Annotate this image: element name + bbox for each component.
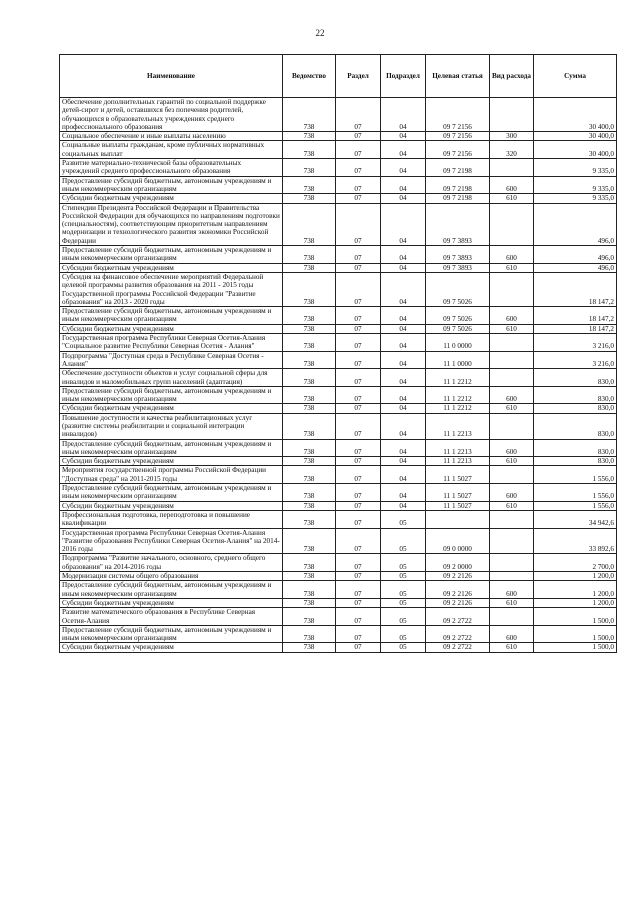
cell-vedomstvo: 738 xyxy=(283,484,336,502)
cell-vid xyxy=(490,334,534,352)
cell-summa: 830,0 xyxy=(534,404,617,413)
cell-razdel: 07 xyxy=(336,203,381,245)
cell-vedomstvo: 738 xyxy=(283,457,336,466)
cell-name: Субсидия на финансовое обеспечение мероприятий Федеральной целевой программы развития образования на 2011 - 2015 годы Государственной программы Российской Федерации "Развитие образования" на 2013 - 2020 годы xyxy=(60,272,283,306)
table-row xyxy=(60,386,617,404)
cell-vid: 600 xyxy=(490,246,534,264)
cell-name: Социальные выплаты гражданам, кроме публичных нормативных социальных выплат xyxy=(60,141,283,159)
cell-vedomstvo: 738 xyxy=(283,554,336,572)
cell-name: Предоставление субсидий бюджетным, автономным учреждениям и иным некоммерческим организациям xyxy=(60,246,283,264)
table-row xyxy=(60,307,617,325)
cell-vedomstvo: 738 xyxy=(283,159,336,177)
cell-name: Развитие материально-технической базы образовательных учреждений среднего профессионального образования xyxy=(60,159,283,177)
cell-vedomstvo: 738 xyxy=(283,528,336,554)
cell-summa: 830,0 xyxy=(534,369,617,387)
cell-razdel: 07 xyxy=(336,457,381,466)
cell-celevaya: 11 0 0000 xyxy=(426,334,490,352)
table-row xyxy=(60,334,617,352)
cell-vedomstvo: 738 xyxy=(283,386,336,404)
cell-celevaya: 11 1 0000 xyxy=(426,351,490,369)
cell-vid xyxy=(490,572,534,581)
cell-podrazdel: 04 xyxy=(381,263,426,272)
cell-vedomstvo: 738 xyxy=(283,98,336,132)
cell-name: Субсидии бюджетным учреждениям xyxy=(60,324,283,333)
cell-summa: 830,0 xyxy=(534,457,617,466)
header-celevaya: Целевая статья xyxy=(426,55,490,98)
cell-razdel: 07 xyxy=(336,484,381,502)
cell-vedomstvo: 738 xyxy=(283,307,336,325)
cell-summa: 18 147,2 xyxy=(534,272,617,306)
cell-name: Предоставление субсидий бюджетным, автономным учреждениям и иным некоммерческим организациям xyxy=(60,307,283,325)
cell-vedomstvo: 738 xyxy=(283,263,336,272)
cell-summa: 1 500,0 xyxy=(534,608,617,626)
cell-razdel: 07 xyxy=(336,439,381,457)
cell-podrazdel: 04 xyxy=(381,203,426,245)
cell-razdel: 07 xyxy=(336,159,381,177)
cell-vid: 600 xyxy=(490,581,534,599)
cell-podrazdel: 04 xyxy=(381,351,426,369)
cell-razdel: 07 xyxy=(336,98,381,132)
cell-name: Предоставление субсидий бюджетным, автономным учреждениям и иным некоммерческим организациям xyxy=(60,386,283,404)
cell-vid: 600 xyxy=(490,386,534,404)
cell-podrazdel: 04 xyxy=(381,246,426,264)
cell-summa: 1 500,0 xyxy=(534,625,617,643)
cell-celevaya: 09 7 5026 xyxy=(426,272,490,306)
cell-celevaya: 11 1 2212 xyxy=(426,369,490,387)
cell-vid xyxy=(490,528,534,554)
cell-vedomstvo: 738 xyxy=(283,439,336,457)
cell-podrazdel: 05 xyxy=(381,581,426,599)
table-row xyxy=(60,132,617,141)
cell-podrazdel: 04 xyxy=(381,413,426,439)
cell-podrazdel: 04 xyxy=(381,334,426,352)
cell-summa: 830,0 xyxy=(534,386,617,404)
cell-name: Развитие математического образования в Республике Северная Осетия-Алания xyxy=(60,608,283,626)
cell-razdel: 07 xyxy=(336,466,381,484)
cell-vedomstvo: 738 xyxy=(283,598,336,607)
cell-summa: 30 400,0 xyxy=(534,132,617,141)
cell-summa: 33 892,6 xyxy=(534,528,617,554)
cell-razdel: 07 xyxy=(336,501,381,510)
table-row xyxy=(60,598,617,607)
cell-summa: 9 335,0 xyxy=(534,194,617,203)
table-row xyxy=(60,466,617,484)
cell-vid: 610 xyxy=(490,324,534,333)
cell-name: Субсидии бюджетным учреждениям xyxy=(60,643,283,652)
cell-vid xyxy=(490,203,534,245)
cell-razdel: 07 xyxy=(336,369,381,387)
cell-podrazdel: 04 xyxy=(381,439,426,457)
table-row xyxy=(60,413,617,439)
page-number: 22 xyxy=(315,28,325,38)
cell-vid: 610 xyxy=(490,598,534,607)
cell-vid: 600 xyxy=(490,439,534,457)
cell-razdel: 07 xyxy=(336,598,381,607)
cell-name: Подпрограмма "Доступная среда в Республике Северная Осетия - Алания" xyxy=(60,351,283,369)
cell-celevaya: 09 7 2198 xyxy=(426,194,490,203)
cell-podrazdel: 04 xyxy=(381,324,426,333)
cell-vid: 320 xyxy=(490,141,534,159)
cell-summa: 3 216,0 xyxy=(534,351,617,369)
cell-podrazdel: 05 xyxy=(381,572,426,581)
cell-name: Государственная программа Республики Северная Осетия-Алания "Развитие образования Республики Северная Осетия-Алания" на 2014-2016 годы xyxy=(60,528,283,554)
cell-vedomstvo: 738 xyxy=(283,334,336,352)
cell-vid: 600 xyxy=(490,176,534,194)
cell-vid: 610 xyxy=(490,643,534,652)
table-row xyxy=(60,263,617,272)
cell-vedomstvo: 738 xyxy=(283,625,336,643)
header-podrazdel: Подраздел xyxy=(381,55,426,98)
cell-celevaya: 09 7 5026 xyxy=(426,307,490,325)
cell-razdel: 07 xyxy=(336,554,381,572)
cell-vedomstvo: 738 xyxy=(283,643,336,652)
cell-name: Мероприятия государственной программы Российской Федерации "Доступная среда" на 2011-2015 годы xyxy=(60,466,283,484)
cell-summa: 1 556,0 xyxy=(534,484,617,502)
cell-name: Субсидии бюджетным учреждениям xyxy=(60,404,283,413)
header-razdel: Раздел xyxy=(336,55,381,98)
cell-name: Субсидии бюджетным учреждениям xyxy=(60,194,283,203)
header-name: Наименование xyxy=(60,55,283,98)
cell-podrazdel: 04 xyxy=(381,141,426,159)
cell-vid xyxy=(490,369,534,387)
table-row xyxy=(60,528,617,554)
cell-name: Предоставление субсидий бюджетным, автономным учреждениям и иным некоммерческим организациям xyxy=(60,176,283,194)
cell-celevaya: 09 2 2126 xyxy=(426,581,490,599)
cell-celevaya: 09 7 2156 xyxy=(426,141,490,159)
cell-podrazdel: 04 xyxy=(381,404,426,413)
cell-name: Государственная программа Республики Северная Осетия-Алания "Социальное развитие Республики Северная Осетия - Алания" xyxy=(60,334,283,352)
cell-celevaya: 09 7 2156 xyxy=(426,98,490,132)
cell-vid: 610 xyxy=(490,457,534,466)
cell-name: Предоставление субсидий бюджетным, автономным учреждениям и иным некоммерческим организациям xyxy=(60,484,283,502)
cell-razdel: 07 xyxy=(336,625,381,643)
cell-summa: 1 200,0 xyxy=(534,572,617,581)
cell-celevaya: 09 7 2198 xyxy=(426,176,490,194)
header-summa: Сумма xyxy=(534,55,617,98)
table-row xyxy=(60,194,617,203)
cell-podrazdel: 04 xyxy=(381,466,426,484)
cell-podrazdel: 04 xyxy=(381,194,426,203)
table-row xyxy=(60,246,617,264)
table-row xyxy=(60,608,617,626)
cell-name: Предоставление субсидий бюджетным, автономным учреждениям и иным некоммерческим организациям xyxy=(60,581,283,599)
cell-vid: 610 xyxy=(490,263,534,272)
cell-celevaya: 11 1 5027 xyxy=(426,501,490,510)
cell-name: Подпрограмма "Развитие начального, основного, среднего общего образования" на 2014-2016 годы xyxy=(60,554,283,572)
cell-razdel: 07 xyxy=(336,528,381,554)
cell-razdel: 07 xyxy=(336,194,381,203)
cell-vid: 610 xyxy=(490,404,534,413)
cell-podrazdel: 05 xyxy=(381,625,426,643)
cell-razdel: 07 xyxy=(336,413,381,439)
cell-celevaya: 11 1 2212 xyxy=(426,386,490,404)
table-row xyxy=(60,272,617,306)
cell-summa: 1 500,0 xyxy=(534,643,617,652)
cell-celevaya: 09 2 2722 xyxy=(426,608,490,626)
cell-celevaya: 09 2 2722 xyxy=(426,643,490,652)
table-row xyxy=(60,351,617,369)
cell-summa: 496,0 xyxy=(534,246,617,264)
cell-name: Субсидии бюджетным учреждениям xyxy=(60,263,283,272)
cell-podrazdel: 05 xyxy=(381,528,426,554)
cell-celevaya: 11 1 2213 xyxy=(426,457,490,466)
cell-vedomstvo: 738 xyxy=(283,272,336,306)
cell-razdel: 07 xyxy=(336,608,381,626)
cell-name: Субсидии бюджетным учреждениям xyxy=(60,501,283,510)
cell-razdel: 07 xyxy=(336,643,381,652)
cell-summa: 1 556,0 xyxy=(534,466,617,484)
cell-vedomstvo: 738 xyxy=(283,203,336,245)
cell-podrazdel: 04 xyxy=(381,176,426,194)
table-row xyxy=(60,159,617,177)
cell-podrazdel: 04 xyxy=(381,132,426,141)
cell-razdel: 07 xyxy=(336,307,381,325)
cell-vid: 610 xyxy=(490,501,534,510)
cell-podrazdel: 04 xyxy=(381,272,426,306)
cell-celevaya: 09 7 5026 xyxy=(426,324,490,333)
cell-vedomstvo: 738 xyxy=(283,141,336,159)
cell-name: Обеспечение доступности объектов и услуг социальной сферы для инвалидов и маломобильных групп населений (адаптация) xyxy=(60,369,283,387)
cell-razdel: 07 xyxy=(336,272,381,306)
cell-celevaya: 09 7 3893 xyxy=(426,246,490,264)
cell-vedomstvo: 738 xyxy=(283,194,336,203)
cell-podrazdel: 04 xyxy=(381,159,426,177)
cell-podrazdel: 04 xyxy=(381,457,426,466)
cell-vedomstvo: 738 xyxy=(283,501,336,510)
cell-vedomstvo: 738 xyxy=(283,572,336,581)
table-row xyxy=(60,98,617,132)
cell-razdel: 07 xyxy=(336,404,381,413)
cell-summa: 9 335,0 xyxy=(534,176,617,194)
cell-vid: 600 xyxy=(490,307,534,325)
cell-vid xyxy=(490,608,534,626)
cell-name: Стипендии Президента Российской Федерации и Правительства Российской Федерации для обучающихся по направлениям подготовки (специальностям), соответствующим приоритетным направлениям модернизации и технологического развития экономики Российской Федерации xyxy=(60,203,283,245)
cell-vedomstvo: 738 xyxy=(283,608,336,626)
cell-name: Социальное обеспечение и иные выплаты населению xyxy=(60,132,283,141)
cell-summa: 1 200,0 xyxy=(534,581,617,599)
cell-celevaya: 09 7 3893 xyxy=(426,263,490,272)
cell-podrazdel: 05 xyxy=(381,554,426,572)
table-row xyxy=(60,572,617,581)
cell-name: Субсидии бюджетным учреждениям xyxy=(60,457,283,466)
cell-vid xyxy=(490,98,534,132)
cell-vid xyxy=(490,272,534,306)
table-row xyxy=(60,176,617,194)
cell-vedomstvo: 738 xyxy=(283,369,336,387)
cell-razdel: 07 xyxy=(336,263,381,272)
table-row xyxy=(60,554,617,572)
cell-summa: 2 700,0 xyxy=(534,554,617,572)
budget-table xyxy=(59,54,617,653)
cell-celevaya: 09 2 0000 xyxy=(426,554,490,572)
table-row xyxy=(60,581,617,599)
cell-razdel: 07 xyxy=(336,132,381,141)
cell-vid xyxy=(490,413,534,439)
cell-vedomstvo: 738 xyxy=(283,351,336,369)
cell-vedomstvo: 738 xyxy=(283,581,336,599)
cell-razdel: 07 xyxy=(336,351,381,369)
cell-vid xyxy=(490,510,534,528)
cell-celevaya: 11 1 5027 xyxy=(426,466,490,484)
cell-razdel: 07 xyxy=(336,141,381,159)
cell-celevaya: 11 1 2212 xyxy=(426,404,490,413)
cell-celevaya: 09 7 2156 xyxy=(426,132,490,141)
cell-summa: 496,0 xyxy=(534,203,617,245)
table-row xyxy=(60,484,617,502)
cell-name: Профессиональная подготовка, переподготовка и повышение квалификации xyxy=(60,510,283,528)
cell-vid xyxy=(490,554,534,572)
cell-podrazdel: 04 xyxy=(381,386,426,404)
cell-vedomstvo: 738 xyxy=(283,176,336,194)
table-row xyxy=(60,501,617,510)
cell-podrazdel: 04 xyxy=(381,98,426,132)
cell-podrazdel: 04 xyxy=(381,369,426,387)
cell-vedomstvo: 738 xyxy=(283,246,336,264)
cell-podrazdel: 04 xyxy=(381,501,426,510)
cell-vid xyxy=(490,159,534,177)
cell-summa: 18 147,2 xyxy=(534,307,617,325)
table-header-row xyxy=(60,55,617,98)
cell-vedomstvo: 738 xyxy=(283,466,336,484)
cell-vedomstvo: 738 xyxy=(283,510,336,528)
cell-podrazdel: 05 xyxy=(381,510,426,528)
cell-razdel: 07 xyxy=(336,176,381,194)
cell-vedomstvo: 738 xyxy=(283,413,336,439)
cell-celevaya: 11 1 2213 xyxy=(426,413,490,439)
cell-razdel: 07 xyxy=(336,510,381,528)
cell-celevaya: 09 2 2126 xyxy=(426,572,490,581)
cell-summa: 30 400,0 xyxy=(534,141,617,159)
cell-summa: 830,0 xyxy=(534,413,617,439)
table-row xyxy=(60,510,617,528)
cell-razdel: 07 xyxy=(336,386,381,404)
cell-name: Модернизация системы общего образования xyxy=(60,572,283,581)
cell-razdel: 07 xyxy=(336,572,381,581)
cell-celevaya: 11 1 2213 xyxy=(426,439,490,457)
cell-celevaya: 09 2 2722 xyxy=(426,625,490,643)
cell-summa: 9 335,0 xyxy=(534,159,617,177)
table-row xyxy=(60,457,617,466)
cell-name: Субсидии бюджетным учреждениям xyxy=(60,598,283,607)
cell-summa: 30 400,0 xyxy=(534,98,617,132)
cell-razdel: 07 xyxy=(336,324,381,333)
cell-razdel: 07 xyxy=(336,334,381,352)
table-row xyxy=(60,203,617,245)
cell-summa: 830,0 xyxy=(534,439,617,457)
cell-name: Повышение доступности и качества реабилитационных услуг (развитие системы реабилитации и социальной интеграции инвалидов) xyxy=(60,413,283,439)
table-row xyxy=(60,439,617,457)
cell-vid: 610 xyxy=(490,194,534,203)
cell-podrazdel: 05 xyxy=(381,608,426,626)
cell-podrazdel: 04 xyxy=(381,484,426,502)
cell-summa: 3 216,0 xyxy=(534,334,617,352)
cell-name: Предоставление субсидий бюджетным, автономным учреждениям и иным некоммерческим организациям xyxy=(60,625,283,643)
table-row xyxy=(60,324,617,333)
table-row xyxy=(60,625,617,643)
table-row xyxy=(60,404,617,413)
cell-celevaya xyxy=(426,510,490,528)
cell-vid xyxy=(490,351,534,369)
cell-vid: 300 xyxy=(490,132,534,141)
cell-podrazdel: 05 xyxy=(381,598,426,607)
cell-summa: 1 556,0 xyxy=(534,501,617,510)
cell-vedomstvo: 738 xyxy=(283,404,336,413)
cell-summa: 496,0 xyxy=(534,263,617,272)
cell-summa: 18 147,2 xyxy=(534,324,617,333)
cell-name: Предоставление субсидий бюджетным, автономным учреждениям и иным некоммерческим организациям xyxy=(60,439,283,457)
cell-razdel: 07 xyxy=(336,581,381,599)
table-row xyxy=(60,141,617,159)
header-vedomstvo: Ведомство xyxy=(283,55,336,98)
cell-podrazdel: 05 xyxy=(381,643,426,652)
cell-vedomstvo: 738 xyxy=(283,324,336,333)
cell-vid xyxy=(490,466,534,484)
cell-summa: 1 200,0 xyxy=(534,598,617,607)
cell-vedomstvo: 738 xyxy=(283,132,336,141)
table-row xyxy=(60,369,617,387)
cell-summa: 34 942,6 xyxy=(534,510,617,528)
table-row xyxy=(60,643,617,652)
cell-name: Обеспечение дополнительных гарантий по социальной поддержке детей-сирот и детей, оставшихся без попечения родителей, обучающихся в образовательных учреждениях среднего профессионального образования xyxy=(60,98,283,132)
cell-razdel: 07 xyxy=(336,246,381,264)
cell-celevaya: 09 7 2198 xyxy=(426,159,490,177)
header-vid: Вид расхода xyxy=(490,55,534,98)
cell-podrazdel: 04 xyxy=(381,307,426,325)
cell-celevaya: 09 7 3893 xyxy=(426,203,490,245)
cell-celevaya: 11 1 5027 xyxy=(426,484,490,502)
cell-vid: 600 xyxy=(490,625,534,643)
cell-celevaya: 09 2 2126 xyxy=(426,598,490,607)
cell-celevaya: 09 0 0000 xyxy=(426,528,490,554)
cell-vid: 600 xyxy=(490,484,534,502)
